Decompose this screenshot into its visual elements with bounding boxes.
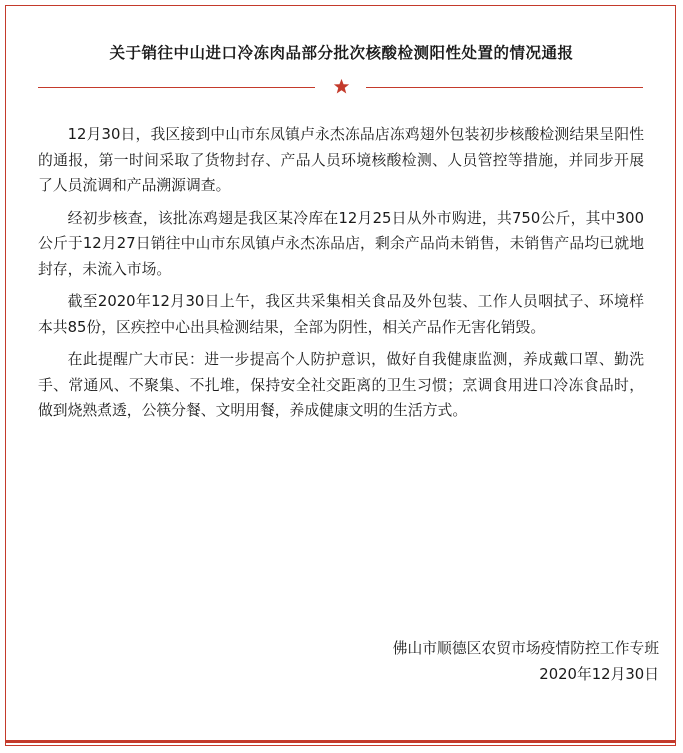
bottom-border-bar <box>5 740 676 743</box>
document-body <box>38 122 644 431</box>
signature-org: 佛山市顺德区农贸市场疫情防控工作专班 <box>392 640 659 657</box>
paragraph-1: 12月30日，我区接到中山市东凤镇卢永杰冻品店冻鸡翅外包装初步核酸检测结果呈阳性的通报，第一时间采取了货物封存、产品人员环境核酸检测、人员管控等措施，并同步开展了人员流调和产品溯源调查。 <box>38 126 644 194</box>
signature-date: 2020年12月30日 <box>539 666 659 683</box>
star-icon <box>333 78 350 95</box>
document-title: 关于销往中山进口冷冻肉品部分批次核酸检测阳性处置的情况通报 <box>109 44 574 62</box>
signature-block <box>393 636 659 688</box>
paragraph-4: 在此提醒广大市民：进一步提高个人防护意识，做好自我健康监测，养成戴口罩、勤洗手、常通风、不聚集、不扎堆，保持安全社交距离的卫生习惯；烹调食用进口冷冻食品时，做到烧熟煮透，公筷分餐、文明用餐，养成健康文明的生活方式。 <box>38 351 644 419</box>
paragraph-3: 截至2020年12月30日上午，我区共采集相关食品及外包装、工作人员咽拭子、环境样本共85份，区疾控中心出具检测结果，全部为阴性，相关产品作无害化销毁。 <box>38 293 644 336</box>
paragraph-2: 经初步核查，该批冻鸡翅是我区某冷库在12月25日从外市购进，共750公斤，其中300公斤于12月27日销往中山市东凤镇卢永杰冻品店，剩余产品尚未销售，未销售产品均已就地封存，未流入市场。 <box>38 209 644 278</box>
title-divider-left <box>38 87 315 88</box>
title-divider-right <box>366 87 643 88</box>
